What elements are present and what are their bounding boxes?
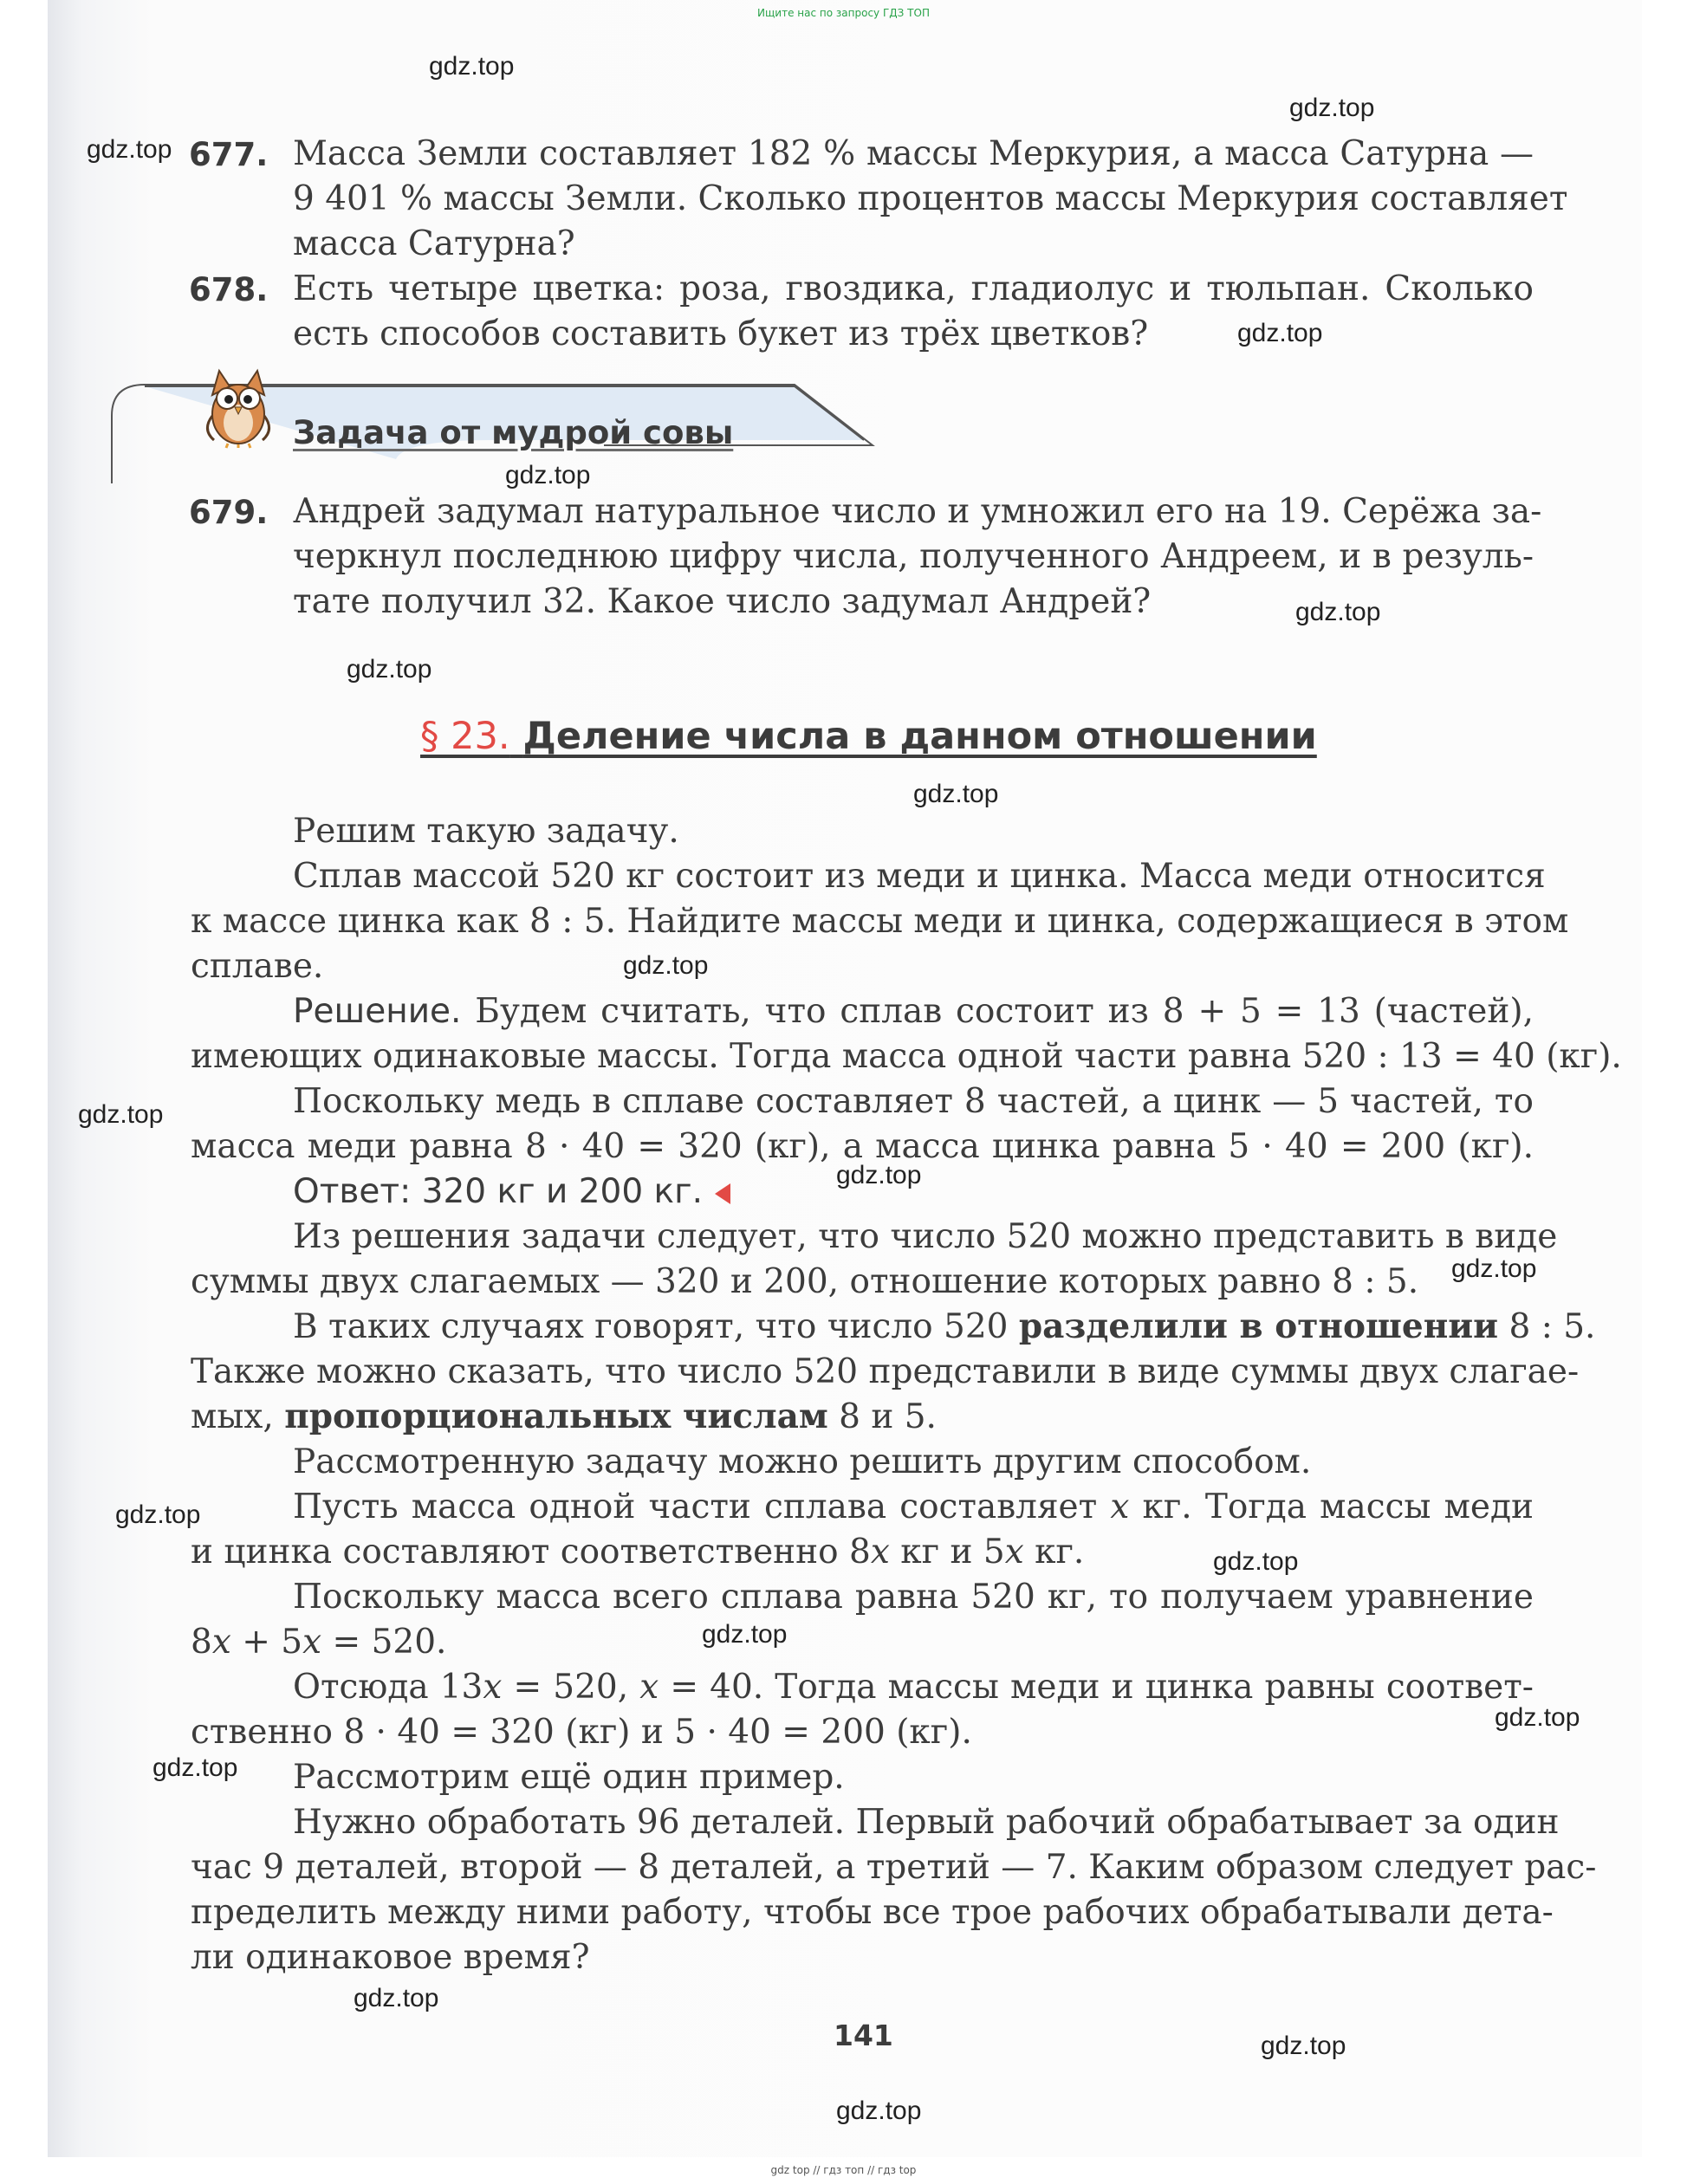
watermark: gdz.top [1295, 598, 1381, 626]
watermark: gdz.top [1495, 1703, 1580, 1732]
watermark: gdz.top [354, 1984, 439, 2012]
answer-label: Ответ: [293, 1172, 412, 1211]
body-line: ственно 8 · 40 = 320 (кг) и 5 · 40 = 200 (кг). [191, 1713, 972, 1752]
body-line: Также можно сказать, что число 520 представили в виде суммы двух слагае- [191, 1352, 1580, 1391]
body-line: Сплав массой 520 кг состоит из меди и цинка. Масса меди относится [293, 857, 1546, 896]
body-line: пределить между ними работу, чтобы все трое рабочих обрабатывали дета- [191, 1893, 1554, 1932]
body-line: Пусть масса одной части сплава составляет x кг. Тогда массы меди [293, 1487, 1535, 1526]
body-line: имеющих одинаковые массы. Тогда масса одной части равна 520 : 13 = 40 (кг). [191, 1037, 1622, 1076]
watermark: gdz.top [1237, 319, 1323, 347]
body-line: Рассмотрим ещё один пример. [293, 1758, 845, 1797]
problem-text-line: масса Сатурна? [293, 224, 575, 263]
watermark: gdz.top [1261, 2032, 1346, 2060]
body-line: масса меди равна 8 · 40 = 320 (кг), а масса цинка равна 5 · 40 = 200 (кг). [191, 1127, 1534, 1166]
body-line: Решим такую задачу. [293, 812, 679, 851]
watermark: gdz.top [836, 2097, 922, 2125]
watermark: gdz.top [1289, 94, 1375, 122]
body-line: Нужно обработать 96 деталей. Первый рабочий обрабатывает за один [293, 1803, 1560, 1842]
problem-text-line: Есть четыре цветка: роза, гвоздика, гладиолус и тюльпан. Сколько [293, 269, 1534, 308]
watermark: gdz.top [505, 461, 591, 489]
watermark: gdz.top [115, 1500, 201, 1529]
body-line: сплаве. [191, 947, 324, 986]
problem-number: 678. [189, 271, 269, 308]
problem-text-line: тате получил 32. Какое число задумал Андрей? [293, 582, 1152, 621]
body-line: В таких случаях говорят, что число 520 разделили в отношении 8 : 5. [293, 1306, 1596, 1346]
watermark: gdz.top [1213, 1547, 1299, 1576]
problem-text-line: черкнул последнюю цифру числа, полученного Андреем, и в резуль- [293, 537, 1534, 576]
body-line: Поскольку медь в сплаве составляет 8 частей, а цинк — 5 частей, то [293, 1082, 1534, 1121]
watermark: gdz.top [1451, 1254, 1537, 1283]
watermark: gdz.top [836, 1161, 922, 1189]
section-title: Деление числа в данном отношении [522, 715, 1317, 758]
solution-label: Решение. [293, 992, 462, 1031]
body-line: Решение. Будем считать, что сплав состоит из 8 + 5 = 13 (частей), [293, 992, 1534, 1031]
owl-icon [195, 362, 282, 449]
problem-number: 677. [189, 136, 269, 173]
problem-text-line: 9 401 % массы Земли. Сколько процентов массы Меркурия составляет [293, 179, 1568, 218]
body-line: Рассмотренную задачу можно решить другим способом. [293, 1442, 1312, 1481]
body-line: Из решения задачи следует, что число 520 можно представить в виде [293, 1217, 1558, 1256]
body-line: мых, пропорциональных числам 8 и 5. [191, 1397, 937, 1436]
watermark: gdz.top [702, 1620, 788, 1649]
equation-line: 8x + 5x = 520. [191, 1623, 447, 1662]
watermark: gdz.top [429, 52, 515, 81]
answer-line [293, 1172, 730, 1211]
end-marker-icon [715, 1183, 730, 1204]
watermark: gdz.top [623, 951, 709, 980]
answer-text: 320 кг и 200 кг. [421, 1172, 703, 1211]
watermark: gdz.top [152, 1753, 238, 1782]
term-bold: пропорциональных числам [284, 1397, 828, 1436]
body-line: суммы двух слагаемых — 320 и 200, отношение которых равно 8 : 5. [191, 1262, 1419, 1301]
owl-section-title: Задача от мудрой совы [293, 414, 734, 451]
section-heading [420, 715, 1317, 758]
body-line: и цинка составляют соответственно 8x кг и 5x кг. [191, 1533, 1085, 1572]
header-note: Ищите нас по запросу ГДЗ ТОП [757, 7, 930, 19]
body-line: Отсюда 13x = 520, x = 40. Тогда массы меди и цинка равны соответ- [293, 1668, 1534, 1707]
body-line: Поскольку масса всего сплава равна 520 кг, то получаем уравнение [293, 1578, 1534, 1617]
body-line: к массе цинка как 8 : 5. Найдите массы меди и цинка, содержащиеся в этом [191, 902, 1569, 941]
body-line: час 9 деталей, второй — 8 деталей, а третий — 7. Каким образом следует рас- [191, 1848, 1597, 1887]
watermark: gdz.top [87, 135, 172, 164]
footer-note: gdz top // гдз топ // гдз top [770, 2164, 917, 2176]
watermark: gdz.top [347, 655, 432, 684]
problem-number: 679. [189, 494, 269, 531]
watermark: gdz.top [78, 1100, 164, 1129]
body-line: ли одинаковое время? [191, 1938, 590, 1977]
term-bold: разделили в отношении [1018, 1306, 1499, 1346]
problem-text-line: Андрей задумал натуральное число и умножил его на 19. Серёжа за- [293, 492, 1542, 531]
problem-text-line: Масса Земли составляет 182 % массы Меркурия, а масса Сатурна — [293, 134, 1534, 173]
section-number: § 23. [420, 715, 510, 758]
page-number: 141 [834, 2019, 893, 2052]
problem-text-line: есть способов составить букет из трёх цветков? [293, 314, 1149, 353]
watermark: gdz.top [913, 780, 999, 808]
